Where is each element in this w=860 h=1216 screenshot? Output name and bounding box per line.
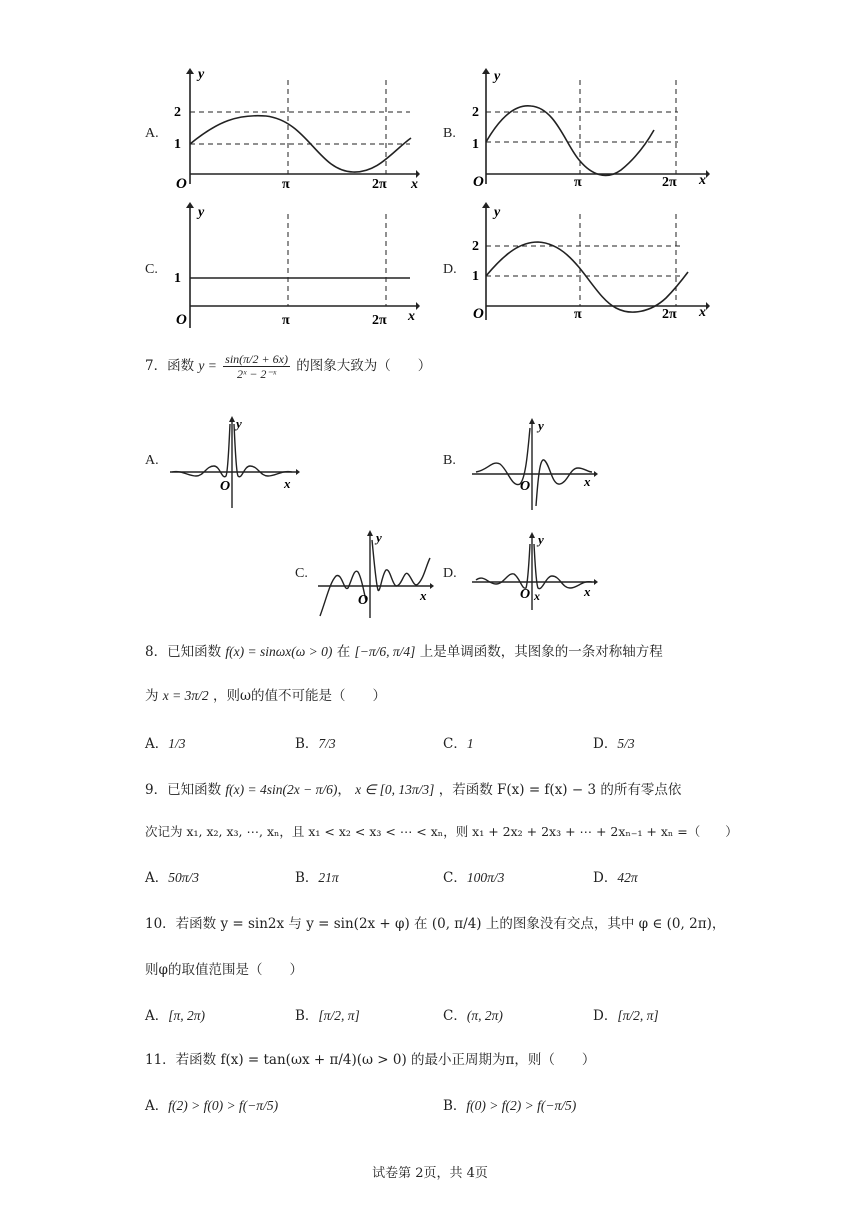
q9-option-b: B．21π: [295, 870, 339, 886]
q7-formula-denominator: 2ˣ − 2⁻ˣ: [236, 367, 277, 381]
svg-text:x: x: [534, 589, 540, 603]
svg-text:1: 1: [174, 271, 181, 286]
q7-option-a-label: A.: [145, 453, 159, 468]
page-footer: 试卷第 2页，共 4页: [372, 1166, 488, 1181]
q7-graph-c: [318, 530, 440, 620]
q6-graph-c: [168, 200, 420, 328]
q8-interval: [−π/6, π/4]: [354, 644, 416, 659]
svg-text:x: x: [284, 476, 291, 491]
svg-text:O: O: [473, 174, 484, 190]
q8-stem-line-2: [145, 684, 386, 704]
q8-text-in: 在: [336, 644, 351, 660]
svg-text:2π: 2π: [372, 313, 387, 328]
q10-option-a: A．[π, 2π): [145, 1008, 206, 1024]
q7-graph-a: [168, 414, 302, 512]
q9-option-c: C．100π/3: [443, 870, 505, 886]
q7-option-c-label: C.: [295, 566, 308, 581]
svg-text:y: y: [494, 205, 501, 220]
q9-text-post: ，若函数 F(x) = f(x) − 3 的所有零点依: [438, 782, 682, 798]
q11-stem: 11．若函数 f(x) = tan(ωx + π/4)(ω > 0) 的最小正周期为π，则（ ）: [145, 1052, 596, 1068]
svg-text:2π: 2π: [662, 175, 677, 190]
q7-text-pre: 7．函数: [145, 358, 195, 374]
q9-func: f(x) = 4sin(2x − π/6): [225, 782, 338, 797]
q9-stem-line-2: 次记为 x₁, x₂, x₃, ⋯, xₙ，且 x₁ < x₂ < x₃ < ⋯ < xₙ，则 x₁ + 2x₂ + 2x₃ + ⋯ + 2xₙ₋₁ + xₙ =（ ）: [145, 824, 738, 839]
q8-func: f(x) = sinωx(ω > 0): [225, 644, 333, 659]
q7-formula-fraction: [223, 352, 290, 381]
svg-text:O: O: [176, 312, 187, 328]
q6-option-c-label: C.: [145, 262, 158, 277]
q6-option-d-label: D.: [443, 262, 457, 277]
q8-option-b: B．7/3: [295, 736, 336, 752]
q6-graph-b: [466, 66, 710, 192]
tick-pi: π: [282, 177, 290, 192]
tick-2pi: 2π: [372, 177, 387, 192]
q6-option-b-label: B.: [443, 126, 456, 141]
svg-text:O: O: [520, 587, 531, 602]
svg-text:y: y: [376, 530, 382, 545]
q6-graph-d: [466, 200, 710, 326]
svg-text:x: x: [699, 305, 706, 320]
x-label: x: [411, 177, 418, 192]
svg-text:O: O: [520, 479, 531, 494]
svg-text:y: y: [538, 532, 544, 547]
svg-text:y: y: [494, 69, 501, 84]
q10-stem-line-1: 10．若函数 y = sin2x 与 y = sin(2x + φ) 在 (0, π/4) 上的图象没有交点，其中 φ ∈ (0, 2π)，: [145, 916, 726, 932]
svg-text:π: π: [574, 307, 582, 322]
q7-formula-numerator: sin(π/2 + 6x): [225, 352, 288, 366]
q6-graph-a: [168, 66, 420, 192]
q8-line2-pre: 为: [145, 688, 159, 704]
svg-text:2π: 2π: [662, 307, 677, 322]
q8-option-d: D．5/3: [593, 736, 635, 752]
q9-option-a: A．50π/3: [145, 870, 200, 886]
q9-stem-line-1: 9．已知函数 f(x) = 4sin(2x − π/6)， x ∈ [0, 13π/3] ，若函数 F(x) = f(x) − 3 的所有零点依: [145, 782, 682, 798]
svg-text:x: x: [699, 173, 706, 188]
q8-axis-equation: x = 3π/2: [162, 688, 209, 703]
q9-text-pre: 9．已知函数: [145, 782, 222, 798]
q10-stem-line-2: 则φ的取值范围是（ ）: [145, 962, 303, 978]
origin-label: O: [176, 176, 187, 192]
q7-graph-b: [470, 418, 602, 514]
q7-text-post: 的图象大致为（ ）: [296, 358, 432, 374]
q8-text-pre: 8．已知函数: [145, 644, 222, 660]
svg-text:π: π: [574, 175, 582, 190]
y-label: y: [198, 67, 205, 82]
q8-option-c: C．1: [443, 736, 474, 752]
svg-text:O: O: [473, 306, 484, 322]
q10-option-d: D．[π/2, π]: [593, 1008, 659, 1024]
svg-text:O: O: [220, 479, 231, 494]
tick-2: 2: [174, 105, 181, 120]
svg-text:x: x: [408, 309, 415, 324]
svg-text:y: y: [236, 416, 242, 431]
q7-stem: [145, 352, 431, 381]
q8-stem-line-1: [145, 640, 663, 660]
svg-text:x: x: [584, 584, 591, 599]
q9-domain: x ∈ [0, 13π/3]: [355, 782, 435, 797]
svg-text:x: x: [584, 474, 591, 489]
q6-option-a-label: A.: [145, 126, 159, 141]
q10-option-c: C．(π, 2π): [443, 1008, 503, 1024]
q7-option-b-label: B.: [443, 453, 456, 468]
svg-text:O: O: [358, 593, 369, 608]
q8-line2-post: ，则ω的值不可能是（ ）: [212, 688, 386, 704]
svg-text:y: y: [538, 418, 544, 433]
q10-option-b: B．[π/2, π]: [295, 1008, 360, 1024]
svg-text:2: 2: [472, 239, 479, 254]
q11-option-a: A．f(2) > f(0) > f(−π/5): [145, 1098, 279, 1114]
svg-text:1: 1: [472, 137, 479, 152]
svg-text:1: 1: [472, 269, 479, 284]
q11-option-b: B．f(0) > f(2) > f(−π/5): [443, 1098, 577, 1114]
q9-option-d: D．42π: [593, 870, 638, 886]
q7-option-d-label: D.: [443, 566, 457, 581]
q7-graph-d: [470, 532, 602, 612]
svg-text:x: x: [420, 588, 427, 603]
svg-text:y: y: [198, 205, 205, 220]
svg-text:π: π: [282, 313, 290, 328]
q8-option-a: A．1/3: [145, 736, 186, 752]
q7-formula-y: y =: [198, 358, 217, 373]
q8-text-post: 上是单调函数，其图象的一条对称轴方程: [419, 644, 663, 660]
tick-1: 1: [174, 137, 181, 152]
svg-text:2: 2: [472, 105, 479, 120]
